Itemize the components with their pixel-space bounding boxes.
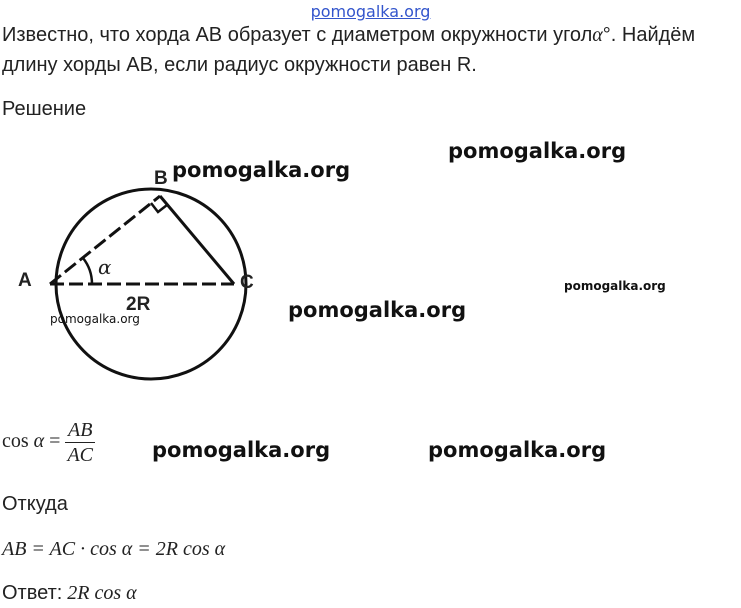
cos-alpha: α: [33, 430, 45, 453]
ab-formula: [2, 538, 225, 561]
watermark-text: pomogalka.org: [564, 279, 666, 293]
watermark-text: pomogalka.org: [172, 158, 351, 182]
watermark-text: pomogalka.org: [152, 438, 331, 462]
point-c-label: C: [240, 272, 254, 293]
chord-bc: [160, 196, 234, 284]
geometry-figure: [10, 160, 280, 390]
problem-statement: [2, 20, 741, 80]
answer-label: Ответ:: [2, 582, 63, 604]
cos-function: cos: [2, 430, 29, 453]
solution-heading: Решение: [2, 98, 87, 120]
cos-formula: [2, 418, 95, 467]
watermark-text: pomogalka.org: [448, 139, 627, 163]
diameter-2r-label: 2R: [126, 294, 151, 315]
point-b-label: B: [154, 168, 168, 189]
circle-diagram: [10, 160, 280, 390]
whence-text: Откуда: [2, 493, 68, 515]
angle-arc: [83, 258, 92, 284]
problem-text-line2: длину хорды АВ, если радиус окружности равен R.: [2, 54, 477, 76]
watermark-text: pomogalka.org: [50, 312, 140, 326]
right-angle-marker: [151, 203, 167, 212]
fraction-denominator: AC: [67, 444, 94, 466]
fraction-numerator: AB: [65, 418, 95, 443]
fraction-ab-ac: [65, 418, 95, 467]
site-header-link[interactable]: pomogalka.org: [310, 2, 431, 21]
point-a-label: A: [18, 270, 32, 291]
answer-line: [2, 582, 137, 605]
problem-alpha: α: [592, 24, 603, 46]
watermark-text: pomogalka.org: [288, 298, 467, 322]
ab-formula-text: AB = AC · cos α = 2R cos α: [2, 538, 226, 560]
problem-text-part2: °. Найдём: [602, 24, 696, 46]
angle-alpha-label: α: [98, 255, 112, 279]
answer-value: 2R cos α: [67, 582, 137, 604]
watermark-text: pomogalka.org: [428, 438, 607, 462]
problem-text-part1: Известно, что хорда АВ образует с диаметром окружности угол: [2, 24, 593, 46]
equals-sign: =: [49, 430, 61, 453]
